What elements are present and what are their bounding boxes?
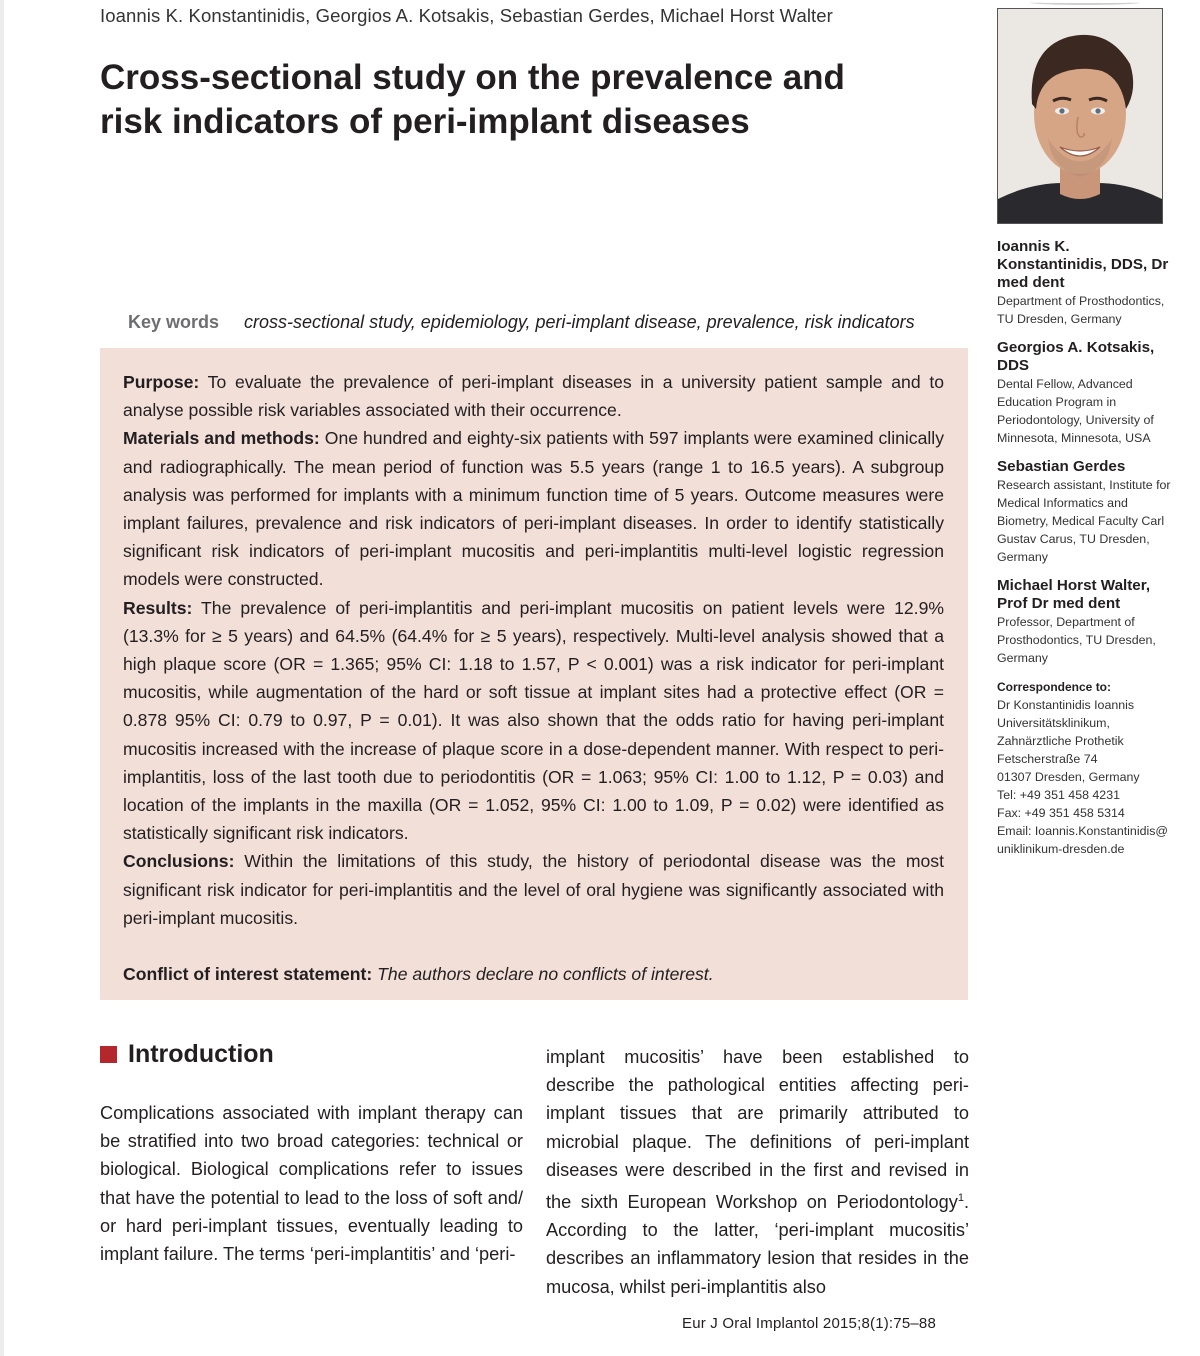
photo-decoration — [1030, 0, 1140, 5]
authors-line: Ioannis K. Konstantinidis, Georgios A. Kotsakis, Sebastian Gerdes, Michael Horst Walter — [100, 5, 833, 26]
author-name: Ioannis K. Konstantinidis, DDS, Dr med dent — [997, 238, 1169, 291]
section-title: Introduction — [128, 1040, 274, 1068]
author-affiliation: Research assistant, Institute for Medical Informatics and Biometry, Medical Faculty Carl Gustav Carus, TU Dresden, Germany — [997, 478, 1171, 564]
correspondence-line: Dr Konstantinidis Ioannis — [997, 698, 1135, 712]
keywords — [128, 312, 915, 333]
correspondence-phone: Tel: +49 351 458 4231 — [997, 788, 1120, 802]
correspondence-line: Fetscherstraße 74 — [997, 752, 1098, 766]
correspondence-email-domain[interactable]: uniklinikum-dresden.de — [997, 842, 1125, 856]
introduction-heading — [100, 1040, 274, 1069]
author-affiliation: Dental Fellow, Advanced Education Program in Periodontology, University of Minnesota, Minnesota, USA — [997, 377, 1154, 445]
methods-text: One hundred and eighty-six patients with 597 implants were examined clinically and radiographically. The mean period of function was 5.5 years (range 1 to 16.5 years). A subgroup analysis was performed for implants with a minimum function time of 5 years. Outcome measures were implant failures, prevalence and risk indicators of peri-implant diseases. In order to identify statistically significant risk indicators of peri-implant mucositis and peri-implantitis multi-level logistic regression models were constructed. — [123, 428, 944, 590]
author-block — [997, 458, 1177, 566]
author-block — [997, 577, 1177, 667]
author-block — [997, 339, 1177, 447]
results-label: Results: — [123, 597, 193, 618]
title-line-2: risk indicators of peri-implant diseases — [100, 102, 750, 141]
conflict-of-interest — [123, 960, 944, 988]
portrait-image — [998, 9, 1162, 223]
abstract-box — [100, 348, 968, 1000]
keywords-text: cross-sectional study, epidemiology, peri-implant disease, prevalence, risk indicators — [244, 312, 915, 332]
conclusions-label: Conclusions: — [123, 851, 235, 872]
author-name: Sebastian Gerdes — [997, 458, 1126, 475]
page-edge — [0, 0, 4, 1356]
conclusions-text: Within the limitations of this study, the history of periodontal disease was the most significant risk indicator for peri-implantitis and the level of oral hygiene was significantly associated with peri-implant mucositis. — [123, 851, 944, 928]
title-line-1: Cross-sectional study on the prevalence and — [100, 58, 845, 97]
author-sidebar — [997, 238, 1177, 858]
author-name: Michael Horst Walter, Prof Dr med dent — [997, 577, 1151, 612]
body-column-left — [100, 1099, 523, 1268]
author-affiliation: Professor, Department of Prosthodontics, TU Dresden, Germany — [997, 615, 1156, 665]
correspondence-label: Correspondence to: — [997, 680, 1112, 694]
purpose-label: Purpose: — [123, 372, 200, 392]
author-block — [997, 238, 1177, 328]
article-title — [100, 56, 960, 144]
results-text: The prevalence of peri-implantitis and peri-implant mucositis on patient levels were 12.9% (13.3% for ≥ 5 years) and 64.5% (64.4% for ≥ 5 years), respectively. Multi-level analysis showed that a high plaque score (OR = 1.365; 95% CI: 1.18 to 1.57, P < 0.001) was a risk indicator for peri-implant mucositis, while augmentation of the hard or soft tissue at implant sites had a protective effect (OR = 0.878 95% CI: 0.79 to 0.97, P = 0.01). It was also shown that the odds ratio for having peri-implant mucositis increased with the increase of plaque score in a dose-dependent manner. With respect to peri-implantitis, loss of the last tooth due to periodontitis (OR = 1.063; 95% CI: 1.00 to 1.12, P = 0.03) and location of the implants in the maxilla (OR = 1.052, 95% CI: 1.00 to 1.09, P = 0.02) were identified as statistically significant risk indicators. — [123, 597, 944, 844]
coi-label: Conflict of interest statement: — [123, 964, 373, 985]
author-affiliation: Department of Prosthodontics, TU Dresden, Germany — [997, 294, 1165, 326]
coi-text: The authors declare no conflicts of interest. — [372, 964, 714, 985]
journal-citation: Eur J Oral Implantol 2015;8(1):75–88 — [682, 1315, 937, 1332]
correspondence-fax: Fax: +49 351 458 5314 — [997, 806, 1125, 820]
intro-text: . According to the latter, ‘peri-implant mucositis’ describes an inflammatory lesion that resides in the mucosa, whilst peri-implantitis also — [546, 1192, 969, 1297]
correspondence-email[interactable]: Email: Ioannis.Konstantinidis@ — [997, 824, 1168, 838]
author-name: Georgios A. Kotsakis, DDS — [997, 339, 1155, 374]
correspondence-line: Universitätsklinikum, — [997, 716, 1110, 730]
intro-paragraph-continued — [546, 1043, 969, 1301]
body-column-right — [546, 1043, 969, 1301]
abstract-body — [123, 368, 944, 932]
reference-1[interactable]: 1 — [957, 1192, 964, 1205]
intro-paragraph: Complications associated with implant therapy can be stratified into two broad categories: technical or biological. Biological complications refer to issues that have the potential to lead to the loss of soft and/ or hard peri-implant tissues, eventually leading to implant failure. The terms ‘peri-implantitis’ and ‘peri- — [100, 1103, 523, 1265]
correspondence-line: Zahnärztliche Prothetik — [997, 734, 1124, 748]
correspondence-line: 01307 Dresden, Germany — [997, 770, 1140, 784]
purpose-text: To evaluate the prevalence of peri-implant diseases in a university patient sample and to analyse possible risk variables associated with their occurrence. — [123, 372, 944, 421]
correspondence — [997, 678, 1177, 858]
section-marker-icon — [100, 1046, 117, 1063]
methods-label: Materials and methods: — [123, 428, 320, 449]
intro-text: implant mucositis’ have been established to describe the pathological entities affecting peri-implant tissues that are primarily attributed to microbial plaque. The definitions of peri-implant diseases were described in the first and revised in the sixth European Workshop on Periodontology — [546, 1047, 969, 1213]
keywords-label: Key words — [128, 312, 220, 332]
author-photo — [997, 8, 1163, 224]
